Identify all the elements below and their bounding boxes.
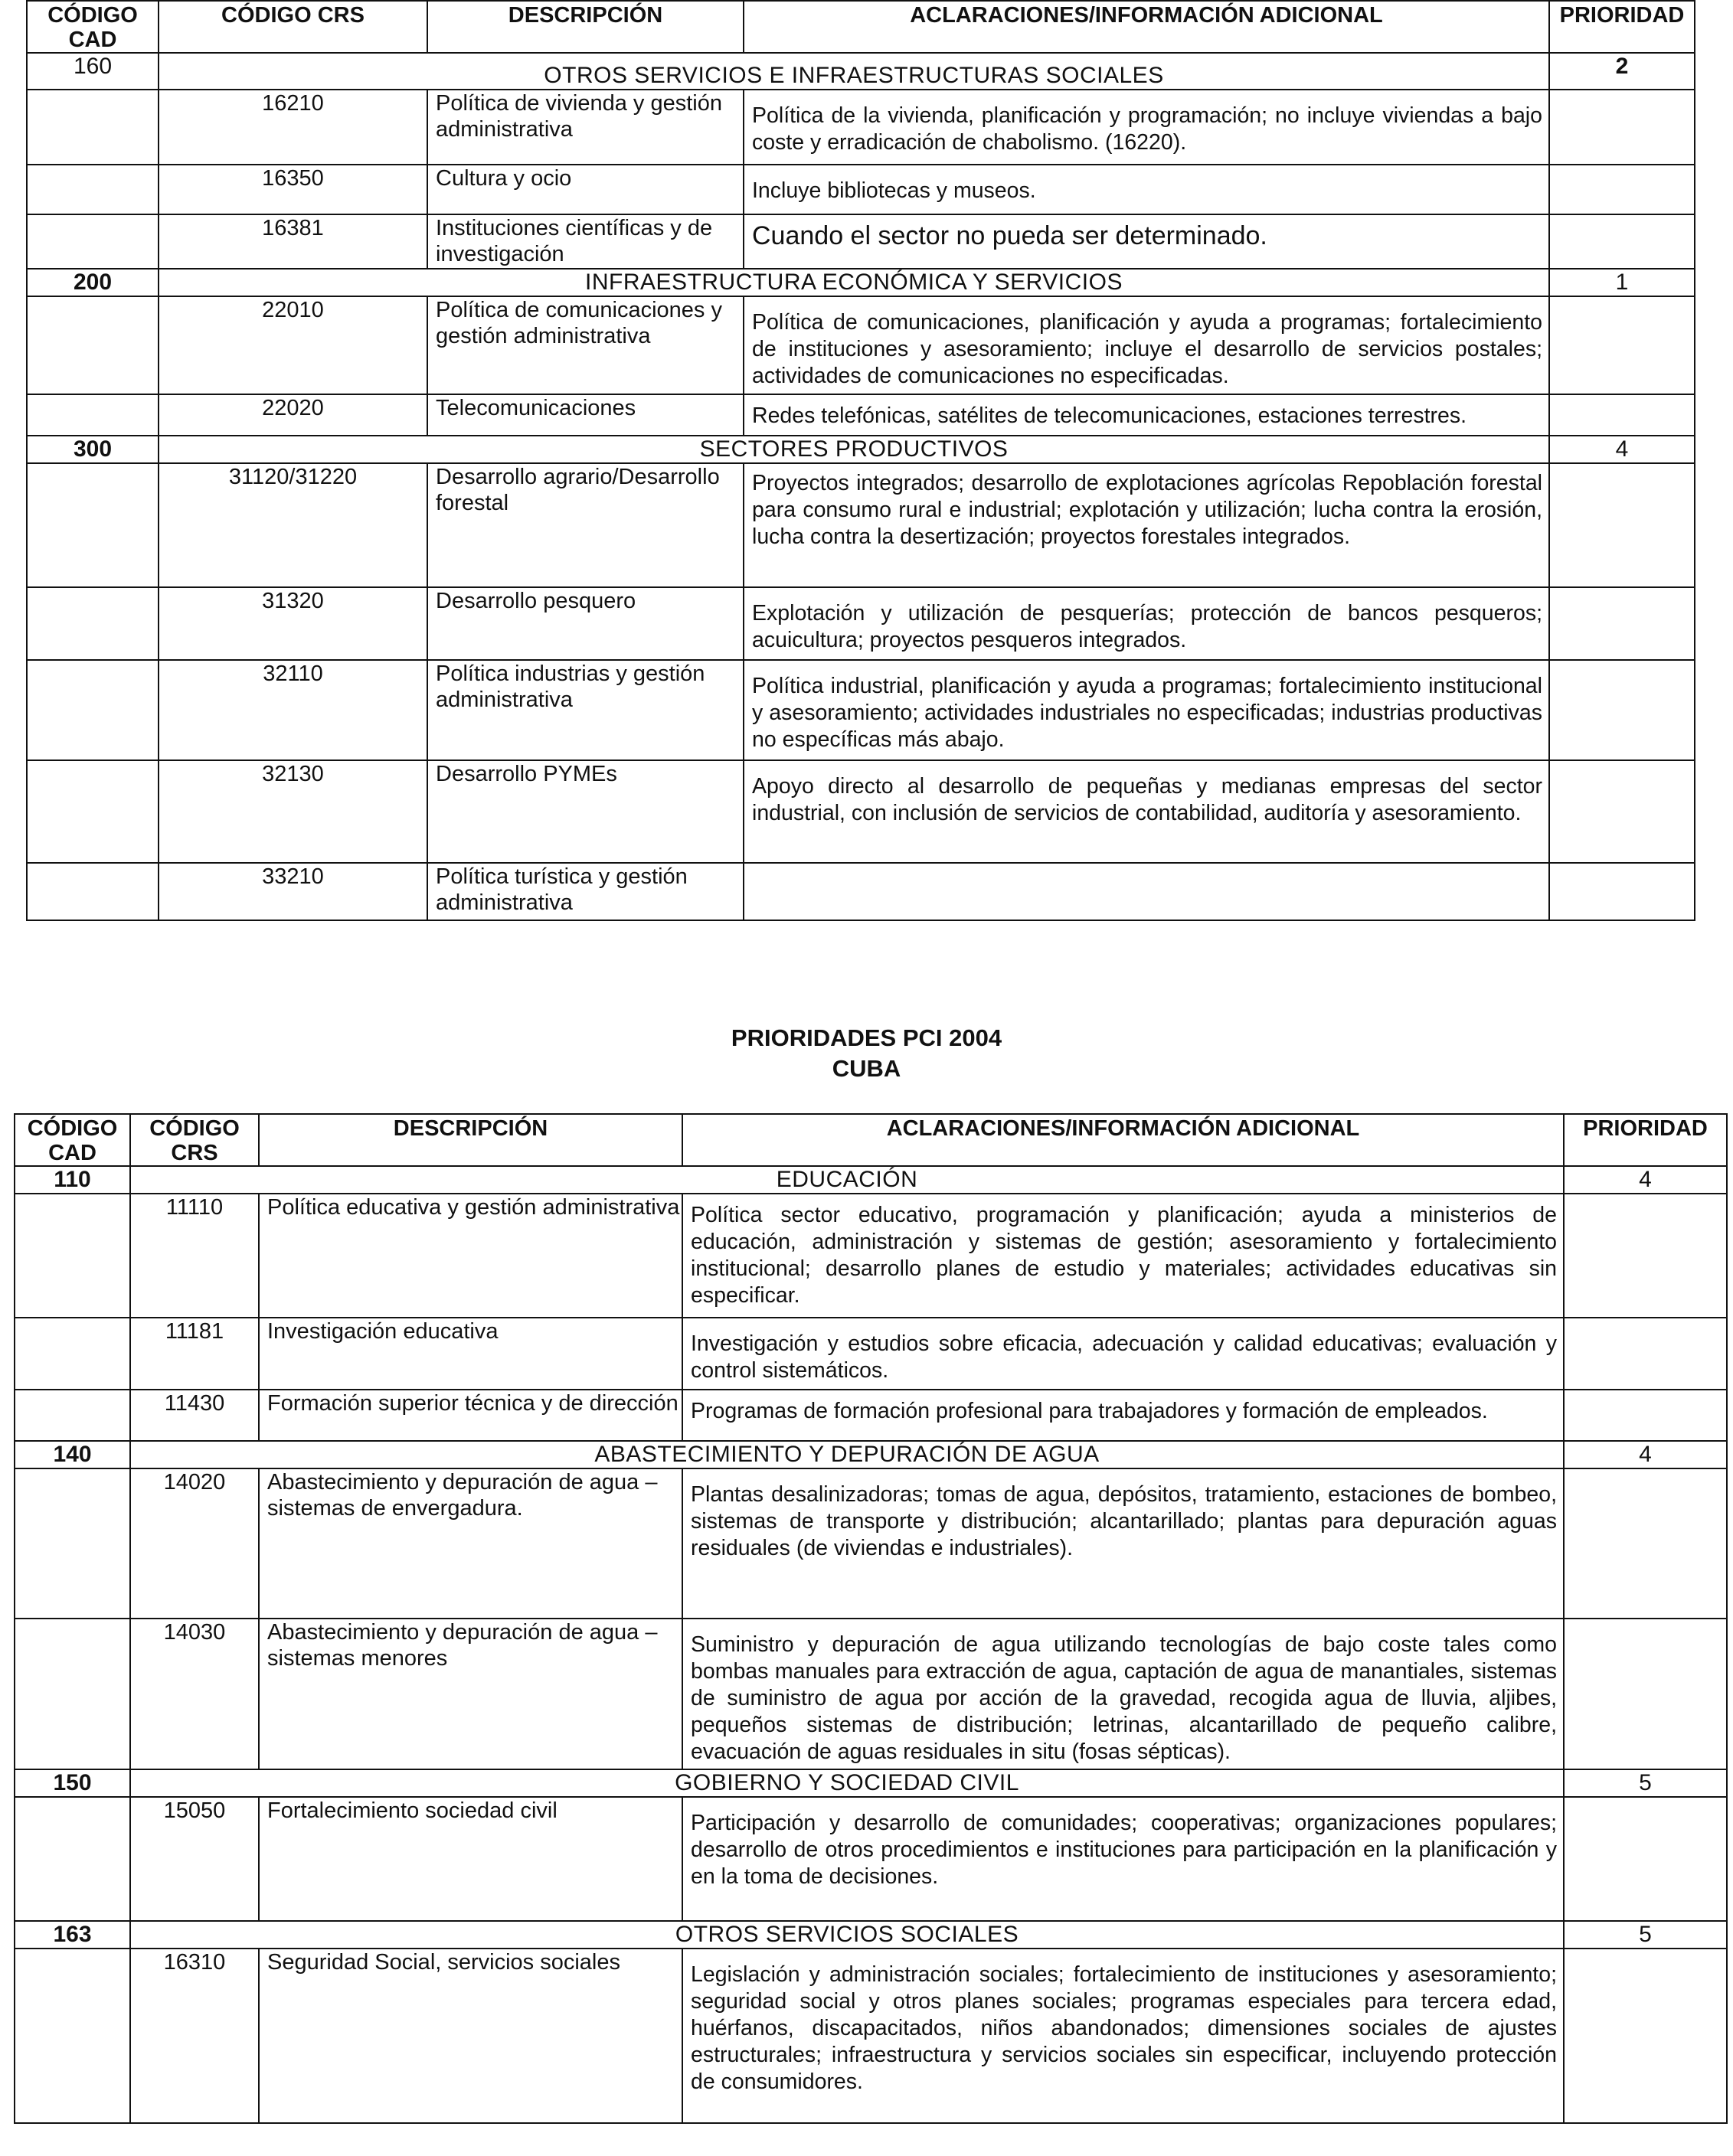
- row-info-text: Suministro y depuración de agua utilizando tecnologías de bajo coste tales como bombas manuales para extracción de agua, captación de agua de manantiales, sistemas de suministro de agua por acción de la gravedad, recogida agua de lluvia, aljibes, pequeños sistemas de distribución; letrinas, alcantarillado de pequeño calibre, evacuación de aguas residuales in situ (fosas sépticas).: [691, 1632, 1557, 1764]
- table-row: [15, 1194, 1727, 1318]
- crs-code: 14020: [130, 1468, 259, 1619]
- header-codigo-cad: CÓDIGO CAD: [27, 1, 159, 53]
- table-row: [27, 463, 1695, 587]
- row-info: Explotación y utilización de pesquerías; protección de bancos pesqueros; acuicultura; proyectos pesqueros integrados.: [744, 587, 1549, 660]
- section-cad: 140: [15, 1441, 130, 1468]
- row-info: Apoyo directo al desarrollo de pequeñas y medianas empresas del sector industrial, con inclusión de servicios de contabilidad, auditoría y asesoramiento.: [744, 760, 1549, 863]
- crs-code: 11110: [130, 1194, 259, 1318]
- section-title: OTROS SERVICIOS E INFRAESTRUCTURAS SOCIALES: [159, 53, 1549, 90]
- section-priority: 1: [1549, 269, 1695, 296]
- table-row: [15, 1619, 1727, 1769]
- section-priority: 4: [1564, 1441, 1727, 1468]
- section-cad: 300: [27, 436, 159, 463]
- row-description: Desarrollo agrario/Desarrollo forestal: [427, 463, 744, 587]
- row-description: Política de vivienda y gestión administrativa: [427, 90, 744, 165]
- header-aclaraciones: ACLARACIONES/INFORMACIÓN ADICIONAL: [682, 1114, 1564, 1166]
- crs-code: 16381: [159, 214, 427, 269]
- crs-code: 11430: [130, 1390, 259, 1441]
- crs-code: 15050: [130, 1797, 259, 1921]
- table-row: [27, 394, 1695, 436]
- row-info: Plantas desalinizadoras; tomas de agua, depósitos, tratamiento, estaciones de bombeo, sistemas de transporte y distribución; alcantarillado; plantas para depuración aguas residuales (de viviendas e industriales).: [682, 1468, 1564, 1619]
- header-codigo-crs: CÓDIGO CRS: [130, 1114, 259, 1166]
- row-info: Investigación y estudios sobre eficacia, adecuación y calidad educativas; evaluación y control sistemáticos.: [682, 1318, 1564, 1390]
- header-codigo-crs: CÓDIGO CRS: [159, 1, 427, 53]
- row-info: Legislación y administración sociales; fortalecimiento de instituciones y asesoramiento; seguridad social y otros planes sociales; programas especiales para tercera edad, huérfanos, discapacitados, niños abandonados; dimensiones sociales de ajustes estructurales; infraestructura y servicios sociales sin especificar, incluyendo protección de consumidores.: [682, 1949, 1564, 2123]
- crs-code: 11181: [130, 1318, 259, 1390]
- table-row: [27, 296, 1695, 394]
- table-row: [27, 863, 1695, 920]
- title-line-2: CUBA: [832, 1055, 901, 1082]
- row-description: Investigación educativa: [259, 1318, 682, 1390]
- row-description: Desarrollo pesquero: [427, 587, 744, 660]
- section-cad: 200: [27, 269, 159, 296]
- crs-code: 31320: [159, 587, 427, 660]
- crs-code: 32110: [159, 660, 427, 760]
- table-row: [27, 660, 1695, 760]
- section-title: ABASTECIMIENTO Y DEPURACIÓN DE AGUA: [130, 1441, 1564, 1468]
- section-cad: 163: [15, 1921, 130, 1949]
- row-info: Política sector educativo, programación y planificación; ayuda a ministerios de educación, administración y sistemas de gestión; asesoramiento y fortalecimiento institucional; desarrollo planes de estudio y materiales; actividades educativas sin especificar.: [682, 1194, 1564, 1318]
- section-priority: 5: [1564, 1921, 1727, 1949]
- row-info: Política de comunicaciones, planificación y ayuda a programas; fortalecimiento de instituciones y asesoramiento; incluye el desarrollo de servicios postales; actividades de comunicaciones no especificadas.: [744, 296, 1549, 394]
- row-description: Política educativa y gestión administrativa: [259, 1194, 682, 1318]
- priority-table-cuba: [14, 1113, 1728, 2124]
- row-description: Desarrollo PYMEs: [427, 760, 744, 863]
- section-title: GOBIERNO Y SOCIEDAD CIVIL: [130, 1769, 1564, 1797]
- section-priority: 2: [1549, 53, 1695, 90]
- priority-table-continued: [26, 0, 1695, 921]
- row-description: Política industrias y gestión administrativa: [427, 660, 744, 760]
- crs-code: 16310: [130, 1949, 259, 2123]
- section-title: EDUCACIÓN: [130, 1166, 1564, 1194]
- section-row: [15, 1166, 1727, 1194]
- row-description: Cultura y ocio: [427, 165, 744, 214]
- table-row: [27, 90, 1695, 165]
- header-codigo-cad: CÓDIGO CAD: [15, 1114, 130, 1166]
- section-row: [27, 53, 1695, 90]
- row-description: Telecomunicaciones: [427, 394, 744, 436]
- row-info: Política de la vivienda, planificación y programación; no incluye viviendas a bajo coste y erradicación de chabolismo. (16220).: [744, 90, 1549, 165]
- row-description: Instituciones científicas y de investigación: [427, 214, 744, 269]
- row-info: [682, 1619, 1564, 1769]
- row-description: Política de comunicaciones y gestión administrativa: [427, 296, 744, 394]
- row-description: Fortalecimiento sociedad civil: [259, 1797, 682, 1921]
- crs-code: 16210: [159, 90, 427, 165]
- header-prioridad: PRIORIDAD: [1564, 1114, 1727, 1166]
- row-info: Proyectos integrados; desarrollo de explotaciones agrícolas Repoblación forestal para consumo rural e industrial; explotación y utilización; lucha contra la erosión, lucha contra la desertización; proyectos forestales integrados.: [744, 463, 1549, 587]
- section-row: [15, 1441, 1727, 1468]
- crs-code: 16350: [159, 165, 427, 214]
- section-title: OTROS SERVICIOS SOCIALES: [130, 1921, 1564, 1949]
- row-info: Cuando el sector no pueda ser determinado.: [744, 214, 1549, 269]
- table-row: [15, 1949, 1727, 2123]
- row-description: Formación superior técnica y de dirección: [259, 1390, 682, 1441]
- section-priority: 4: [1549, 436, 1695, 463]
- row-info: Incluye bibliotecas y museos.: [744, 165, 1549, 214]
- section-row: [27, 436, 1695, 463]
- table-row: [27, 760, 1695, 863]
- table-row: [15, 1318, 1727, 1390]
- section-priority: 4: [1564, 1166, 1727, 1194]
- section-row: [15, 1769, 1727, 1797]
- table-header: [27, 1, 1695, 53]
- section-cad: 150: [15, 1769, 130, 1797]
- header-descripcion: DESCRIPCIÓN: [259, 1114, 682, 1166]
- row-description: Política turística y gestión administrativa: [427, 863, 744, 920]
- crs-code: 33210: [159, 863, 427, 920]
- crs-code: 14030: [130, 1619, 259, 1769]
- crs-code: 22020: [159, 394, 427, 436]
- table-row: [15, 1797, 1727, 1921]
- header-aclaraciones: ACLARACIONES/INFORMACIÓN ADICIONAL: [744, 1, 1549, 53]
- section-cad: 110: [15, 1166, 130, 1194]
- section-priority: 5: [1564, 1769, 1727, 1797]
- section-row: [27, 269, 1695, 296]
- header-prioridad: PRIORIDAD: [1549, 1, 1695, 53]
- row-info: Participación y desarrollo de comunidades; cooperativas; organizaciones populares; desarrollo de otros procedimientos e instituciones para participación en la planificación y en la toma de decisiones.: [682, 1797, 1564, 1921]
- page-title: [0, 1023, 1733, 1084]
- row-description: Abastecimiento y depuración de agua –sistemas de envergadura.: [259, 1468, 682, 1619]
- section-row: [15, 1921, 1727, 1949]
- section-title: INFRAESTRUCTURA ECONÓMICA Y SERVICIOS: [159, 269, 1549, 296]
- crs-code: 22010: [159, 296, 427, 394]
- row-info: Política industrial, planificación y ayuda a programas; fortalecimiento institucional y asesoramiento; actividades industriales no especificadas; industrias productivas no específicas más abajo.: [744, 660, 1549, 760]
- row-description: Abastecimiento y depuración de agua –sistemas menores: [259, 1619, 682, 1769]
- crs-code: 31120/31220: [159, 463, 427, 587]
- section-cad: 160: [27, 53, 159, 90]
- table-header: [15, 1114, 1727, 1166]
- section-title: SECTORES PRODUCTIVOS: [159, 436, 1549, 463]
- table-row: [27, 214, 1695, 269]
- table-row: [15, 1468, 1727, 1619]
- crs-code: 32130: [159, 760, 427, 863]
- table-row: [27, 587, 1695, 660]
- row-info: Programas de formación profesional para trabajadores y formación de empleados.: [682, 1390, 1564, 1441]
- row-info: [744, 863, 1549, 920]
- row-info: Redes telefónicas, satélites de telecomunicaciones, estaciones terrestres.: [744, 394, 1549, 436]
- table-row: [27, 165, 1695, 214]
- header-descripcion: DESCRIPCIÓN: [427, 1, 744, 53]
- table-row: [15, 1390, 1727, 1441]
- row-description: Seguridad Social, servicios sociales: [259, 1949, 682, 2123]
- title-line-1: PRIORIDADES PCI 2004: [731, 1024, 1002, 1051]
